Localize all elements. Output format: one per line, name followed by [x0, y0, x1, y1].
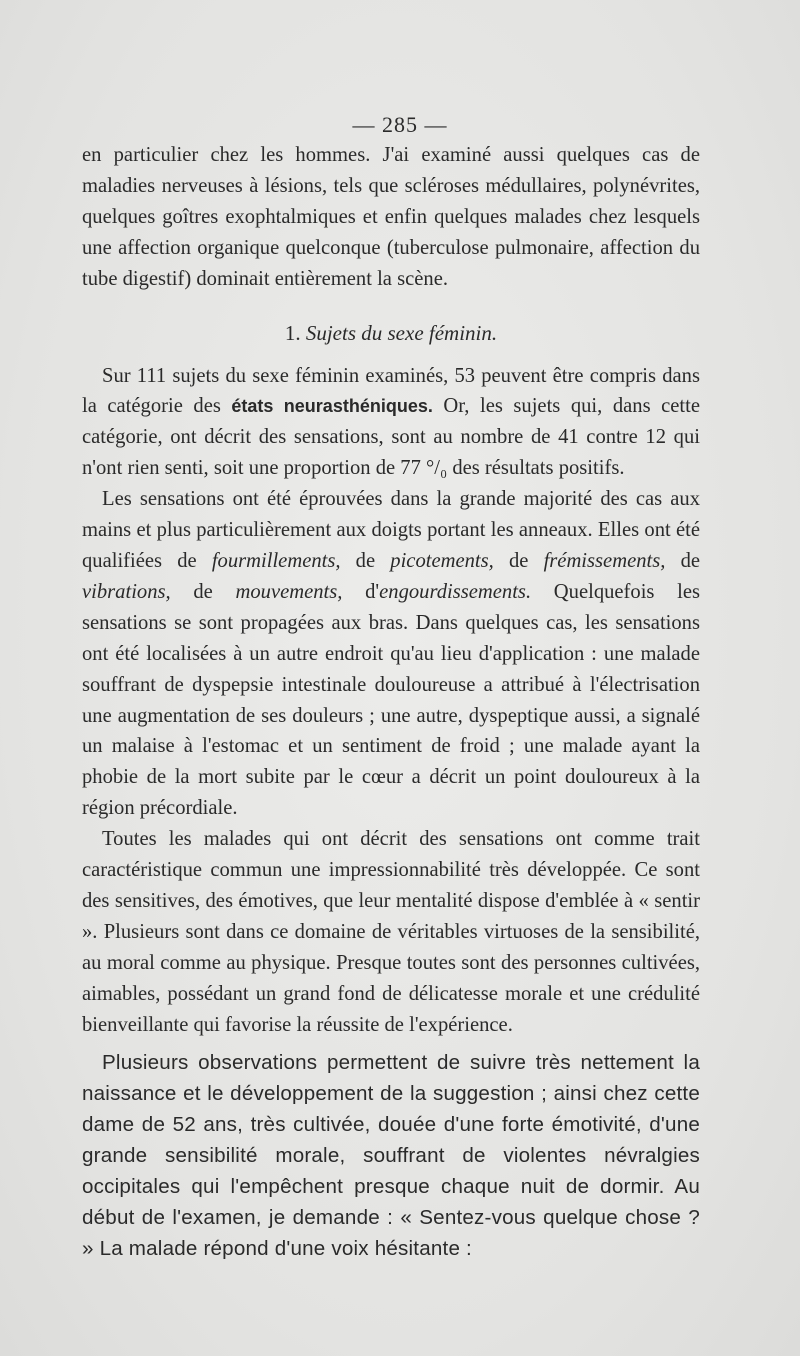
- term-engourdissements: engourdissements.: [379, 580, 532, 603]
- term-picotements: picotements,: [390, 549, 494, 572]
- section-heading: [82, 318, 700, 348]
- text-column: [82, 140, 700, 1265]
- paragraph-impressionability: Toutes les malades qui ont décrit des sensations ont comme trait caractéristique commun une impressionnabilité très développée. Ce sont des sensitives, des émotives, que leur mentalité dispose d'emblée à « sentir ». Plusieurs sont dans ce domaine de véritables virtuoses de la sensibilité, au moral comme au physique. Presque toutes sont des personnes cultivées, aimables, possédant un grand fond de délicatesse morale et une crédulité bienveillante qui favorise la réussite de l'expérience.: [82, 828, 700, 1036]
- separator: de: [170, 580, 236, 603]
- paragraph-statistics: [82, 361, 700, 485]
- term-fourmillements: fourmillements,: [211, 549, 341, 572]
- intro-paragraph: en particulier chez les hommes. J'ai examiné aussi quelques cas de maladies nerveuses à lésions, tels que scléroses médullaires, polynévrites, quelques goîtres exophtalmiques et enfin quelques malades chez lesquels une affection organique quelconque (tuberculose pulmonaire, affection du tube digestif) dominait entièrement la scène.: [82, 144, 700, 290]
- term-mouvements: mouvements,: [235, 580, 343, 603]
- small-print-paragraph: Plusieurs observations permettent de suivre très nettement la naissance et le développement de la suggestion ; ainsi chez cette dame de 52 ans, très cultivée, douée d'une forte émotivité, d'une grande sensibilité morale, souffrant de violentes névralgies occipitales qui l'empêchent presque chaque nuit de dormir. Au début de l'examen, je demande : « Sentez-vous quelque chose ? » La malade répond d'une voix hésitante :: [82, 1051, 700, 1260]
- paragraph-sensations-part-b: Quelquefois les sensations se sont propagées aux bras. Dans quelques cas, les sensations ont été localisées à un autre endroit qu'au lieu d'application : une malade souffrant de dyspepsie intestinale douloureuse a attribué à l'électrisation une augmentation de ses douleurs ; une autre, dyspeptique aussi, a signalé un malaise à l'estomac et un sentiment de froid ; une malade ayant la phobie de la mort subite par le cœur a décrit un point douloureux à la région précordiale.: [82, 580, 701, 820]
- paragraph-statistics-part-a: Sur 111 sujets du sexe féminin examinés, 53 peuvent être compris dans la catégorie des: [82, 364, 700, 418]
- section-number: 1.: [284, 320, 301, 345]
- paragraph-sensations: [82, 484, 700, 824]
- page-number: — 285 —: [352, 112, 448, 137]
- section-title: Sujets du sexe féminin.: [305, 320, 498, 345]
- separator: de: [493, 549, 544, 572]
- term-vibrations: vibrations,: [82, 580, 171, 603]
- separator: d': [342, 580, 380, 603]
- separator: de: [665, 549, 701, 572]
- paragraph-statistics-part-b: Or, les sujets qui, dans cette catégorie, ont décrit des sensations, sont au nombre de 41 contre 12 qui n'ont rien senti, soit une proportion de 77 °/₀ des résultats positifs.: [82, 395, 700, 480]
- bold-term-neurasthenic: états neurasthéniques.: [231, 396, 433, 417]
- paragraph-sensations-part-a: Les sensations ont été éprouvées dans la grande majorité des cas aux mains et plus particulièrement aux doigts portant les anneaux. Elles ont été qualifiées de: [82, 488, 700, 572]
- term-fremissements: frémissements,: [543, 549, 666, 572]
- separator: de: [340, 549, 391, 572]
